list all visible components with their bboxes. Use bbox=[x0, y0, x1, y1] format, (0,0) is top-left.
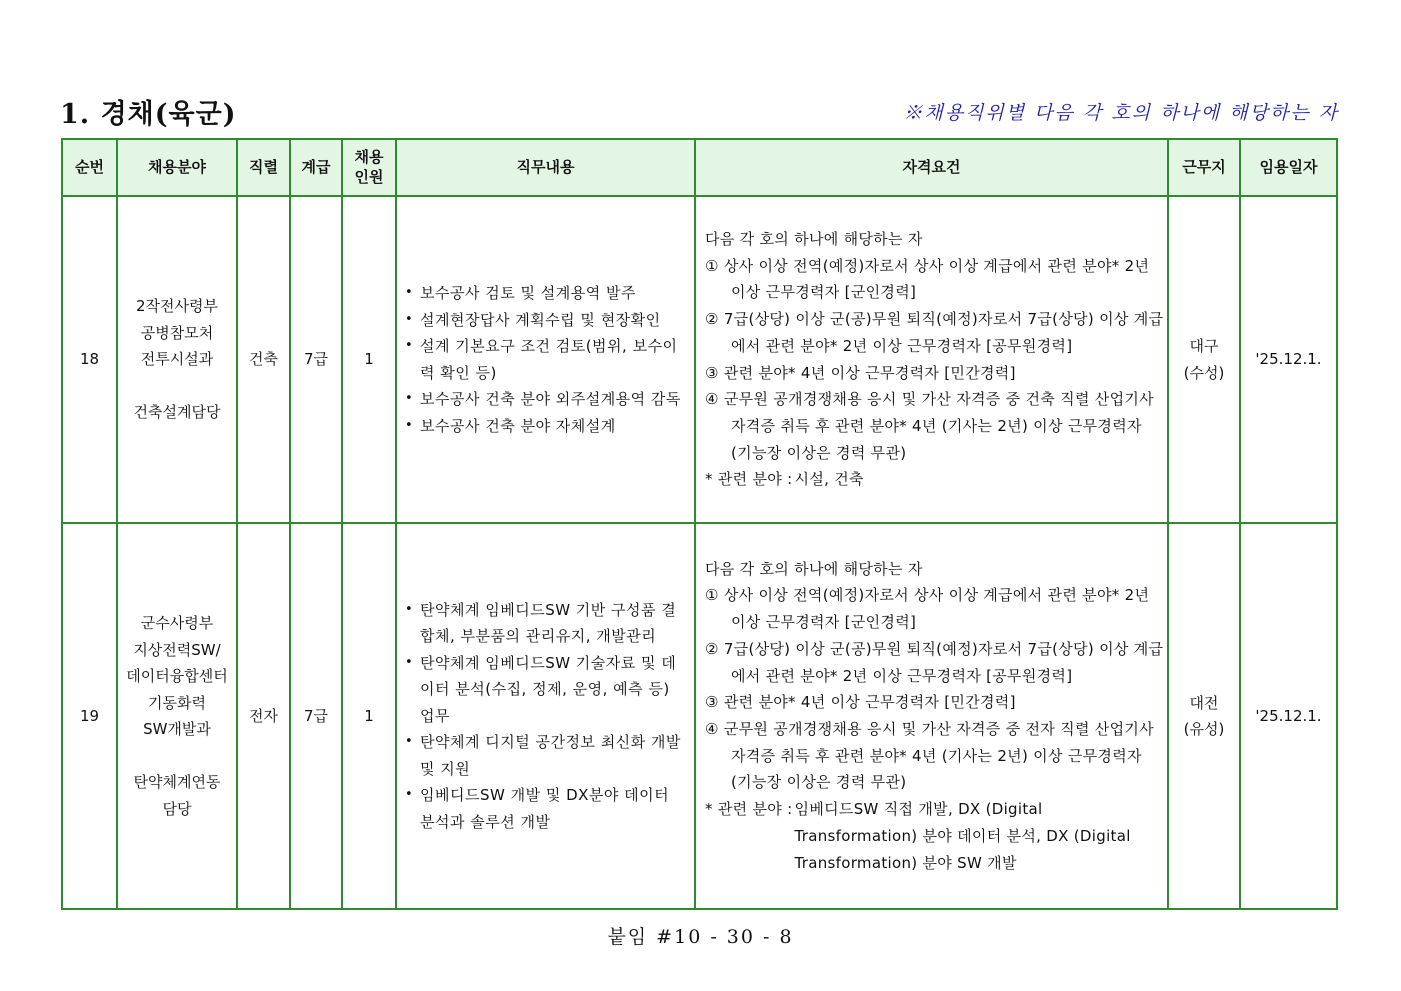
field-line: 기동화력 bbox=[148, 693, 206, 712]
qualification-intro: 다음 각 호의 하나에 해당하는 자 bbox=[705, 559, 923, 578]
row-no: 19 bbox=[62, 523, 117, 909]
table-row bbox=[62, 523, 1337, 909]
qualification-block bbox=[696, 226, 1167, 493]
duty-item: • 탄약체계 임베디드SW 기반 구성품 결합체, 부분품의 관리유지, 개발관리 bbox=[405, 597, 688, 650]
row-date: '25.12.1. bbox=[1240, 523, 1337, 909]
col-header-count bbox=[342, 139, 396, 196]
qualification-item: ② 7급(상당) 이상 군(공)무원 퇴직(예정)자로서 7급(상당) 이상 계급에서 관련 분야* 2년 이상 근무경력자 [공무원경력] bbox=[705, 310, 1164, 355]
row-field bbox=[117, 196, 237, 523]
row-count: 1 bbox=[342, 523, 396, 909]
qualification-intro: 다음 각 호의 하나에 해당하는 자 bbox=[705, 229, 923, 248]
location-line: (수성) bbox=[1183, 363, 1225, 382]
field-spacer bbox=[118, 373, 236, 400]
duty-item: • 설계현장답사 계획수립 및 현장확인 bbox=[405, 307, 688, 334]
field-line: SW개발과 bbox=[143, 720, 211, 738]
row-qualifications bbox=[695, 196, 1168, 523]
col-header-grade: 계급 bbox=[290, 139, 342, 196]
header-row bbox=[62, 139, 1337, 196]
field-line: 공병참모처 bbox=[140, 323, 214, 342]
location-line: (유성) bbox=[1183, 720, 1225, 738]
row-location bbox=[1168, 523, 1240, 909]
location-line: 대전 bbox=[1189, 693, 1219, 712]
duty-item: • 보수공사 건축 분야 자체설계 bbox=[405, 413, 688, 440]
field-spacer bbox=[118, 743, 236, 770]
qualification-item: ① 상사 이상 전역(예정)자로서 상사 이상 계급에서 관련 분야* 2년 이상 근무경력자 [군인경력] bbox=[705, 586, 1150, 632]
eligibility-note: ※채용직위별 다음 각 호의 하나에 해당하는 자 bbox=[903, 102, 1339, 124]
row-grade: 7급 bbox=[290, 523, 342, 909]
row-count: 1 bbox=[342, 196, 396, 523]
duty-list bbox=[397, 280, 694, 439]
row-no: 18 bbox=[62, 196, 117, 523]
col-header-series: 직렬 bbox=[237, 139, 290, 196]
field-line: 데이터융합센터 bbox=[126, 667, 228, 685]
row-qualifications bbox=[695, 523, 1168, 909]
row-date: '25.12.1. bbox=[1240, 196, 1337, 523]
col-header-duties: 직무내용 bbox=[396, 139, 695, 196]
col-header-location: 근무지 bbox=[1168, 139, 1240, 196]
row-duties bbox=[396, 196, 695, 523]
field-line: 2작전사령부 bbox=[136, 297, 218, 316]
section-title: 1. 경채(육군) bbox=[60, 99, 237, 130]
duty-item: • 임베디드SW 개발 및 DX분야 데이터 분석과 솔루션 개발 bbox=[405, 782, 688, 835]
related-field-note bbox=[705, 796, 1167, 876]
page-number: 붙임 #10 - 30 - 8 bbox=[607, 926, 794, 948]
qualification-item: ① 상사 이상 전역(예정)자로서 상사 이상 계급에서 관련 분야* 2년 이상 근무경력자 [군인경력] bbox=[705, 256, 1150, 302]
duty-item: • 설계 기본요구 조건 검토(범위, 보수이력 확인 등) bbox=[405, 333, 688, 386]
related-field-value: 임베디드SW 직접 개발, DX (Digital Transformation) 분야 데이터 분석, DX (Digital Transformation) 분야 SW 개발 bbox=[794, 800, 1131, 872]
duty-item: • 보수공사 검토 및 설계용역 발주 bbox=[405, 280, 688, 307]
location-line: 대구 bbox=[1189, 337, 1219, 355]
col-header-date: 임용일자 bbox=[1240, 139, 1337, 196]
duty-item: • 탄약체계 임베디드SW 기술자료 및 데이터 분석(수집, 정제, 운영, 예측 등) 업무 bbox=[405, 650, 688, 730]
field-line: 건축설계담당 bbox=[133, 403, 221, 422]
col-header-field: 채용분야 bbox=[117, 139, 237, 196]
related-field-value: 시설, 건축 bbox=[794, 470, 864, 489]
col-header-qualifications: 자격요건 bbox=[695, 139, 1168, 196]
col-header-count-line2: 인원 bbox=[354, 167, 384, 186]
recruitment-table bbox=[61, 138, 1338, 910]
table-row bbox=[62, 196, 1337, 523]
qualification-item: ③ 관련 분야* 4년 이상 근무경력자 [민간경력] bbox=[705, 363, 1016, 382]
field-line: 전투시설과 bbox=[140, 350, 214, 369]
related-field-label: * 관련 분야 : bbox=[705, 800, 793, 819]
qualification-item: ④ 군무원 공개경쟁채용 응시 및 가산 자격증 중 건축 직렬 산업기사 자격증 취득 후 관련 분야* 4년 (기사는 2년) 이상 근무경력자 (기능장 이상은 경력 무관) bbox=[705, 390, 1154, 462]
qualification-item: ② 7급(상당) 이상 군(공)무원 퇴직(예정)자로서 7급(상당) 이상 계급에서 관련 분야* 2년 이상 근무경력자 [공무원경력] bbox=[705, 639, 1164, 685]
qualification-block bbox=[696, 556, 1167, 876]
row-location bbox=[1168, 196, 1240, 523]
field-line: 담당 bbox=[162, 799, 192, 818]
qualification-item: ③ 관련 분야* 4년 이상 근무경력자 [민간경력] bbox=[705, 693, 1016, 712]
row-series: 건축 bbox=[237, 196, 290, 523]
related-field-note bbox=[705, 466, 1167, 493]
duty-item: • 보수공사 건축 분야 외주설계용역 감독 bbox=[405, 386, 688, 413]
col-header-count-line1: 채용 bbox=[354, 148, 384, 166]
row-series: 전자 bbox=[237, 523, 290, 909]
field-line: 군수사령부 bbox=[140, 614, 214, 632]
duty-list bbox=[397, 597, 694, 836]
qualification-item: ④ 군무원 공개경쟁채용 응시 및 가산 자격증 중 전자 직렬 산업기사 자격증 취득 후 관련 분야* 4년 (기사는 2년) 이상 근무경력자 (기능장 이상은 경력 무관) bbox=[705, 720, 1154, 792]
row-duties bbox=[396, 523, 695, 909]
col-header-no: 순번 bbox=[62, 139, 117, 196]
field-line: 지상전력SW/ bbox=[133, 640, 221, 659]
duty-item: • 탄약체계 디지털 공간정보 최신화 개발 및 지원 bbox=[405, 729, 688, 782]
row-grade: 7급 bbox=[290, 196, 342, 523]
field-line: 탄약체계연동 bbox=[133, 773, 221, 791]
related-field-label: * 관련 분야 : bbox=[705, 470, 793, 489]
row-field bbox=[117, 523, 237, 909]
